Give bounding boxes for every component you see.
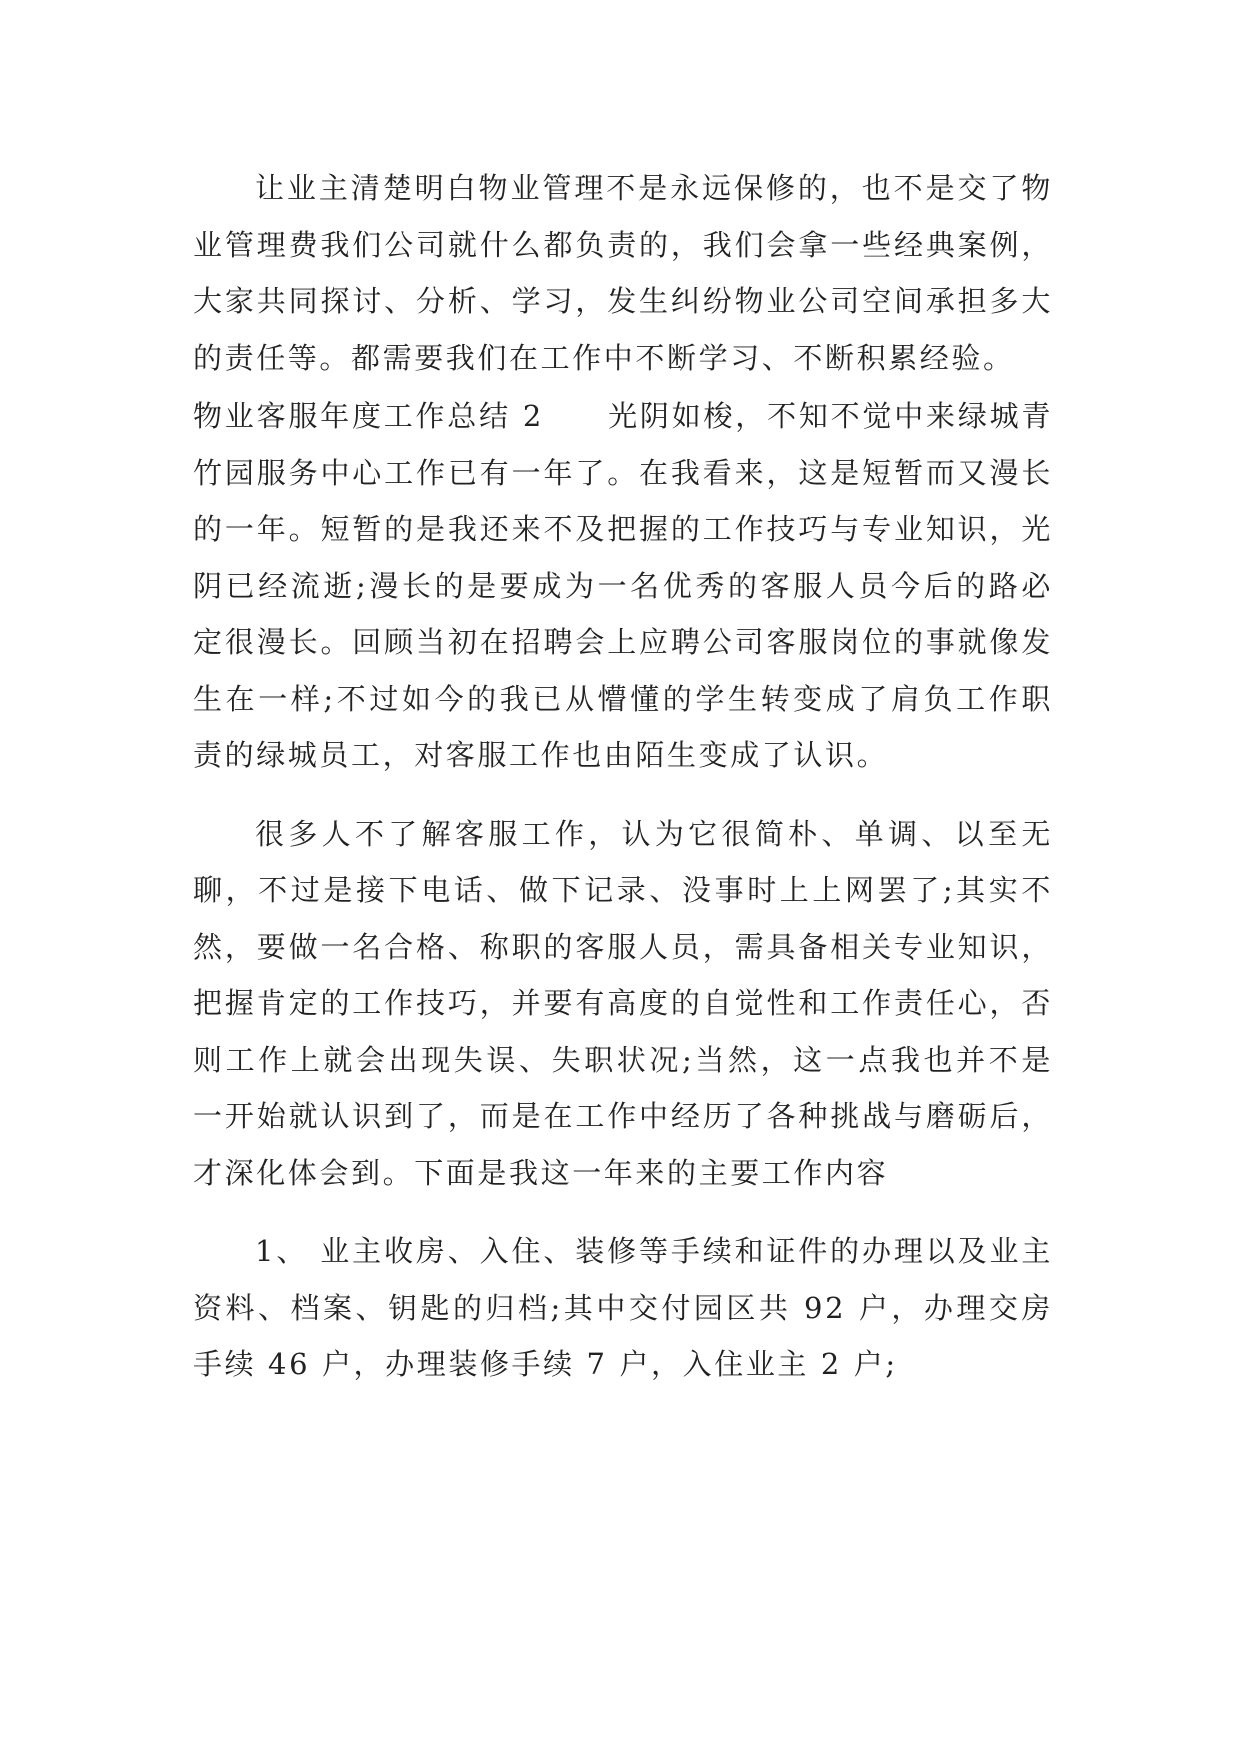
paragraph-1: 让业主清楚明白物业管理不是永远保修的，也不是交了物业管理费我们公司就什么都负责的，我们会拿一些经典案例，大家共同探讨、分析、学习，发生纠纷物业公司空间承担多大的责任等。都需要我们在工作中不断学习、不断积累经验。 bbox=[193, 171, 1053, 375]
paragraph-2 bbox=[193, 388, 1053, 784]
document-body bbox=[193, 160, 1053, 1393]
list-item-1: 1、 业主收房、入住、装修等手续和证件的办理以及业主资料、档案、钥匙的归档;其中交付园区共 92 户，办理交房手续 46 户，办理装修手续 7 户，入住业主 2 户; bbox=[193, 1234, 1053, 1381]
paragraph-2-text: 光阴如梭，不知不觉中来绿城青竹园服务中心工作已有一年了。在我看来，这是短暂而又漫长的一年。短暂的是我还来不及把握的工作技巧与专业知识，光阴已经流逝;漫长的是要成为一名优秀的客服人员今后的路必定很漫长。回顾当初在招聘会上应聘公司客服岗位的事就像发生在一样;不过如今的我已从懵懂的学生转变成了肩负工作职责的绿城员工，对客服工作也由陌生变成了认识。 bbox=[193, 399, 1053, 772]
section-title: 物业客服年度工作总结 2 bbox=[193, 399, 544, 433]
paragraph-3: 很多人不了解客服工作，认为它很简朴、单调、以至无聊，不过是接下电话、做下记录、没事时上上网罢了;其实不然，要做一名合格、称职的客服人员，需具备相关专业知识，把握肯定的工作技巧，并要有高度的自觉性和工作责任心，否则工作上就会出现失误、失职状况;当然，这一点我也并不是一开始就认识到了，而是在工作中经历了各种挑战与磨砺后，才深化体会到。下面是我这一年来的主要工作内容 bbox=[193, 816, 1053, 1190]
